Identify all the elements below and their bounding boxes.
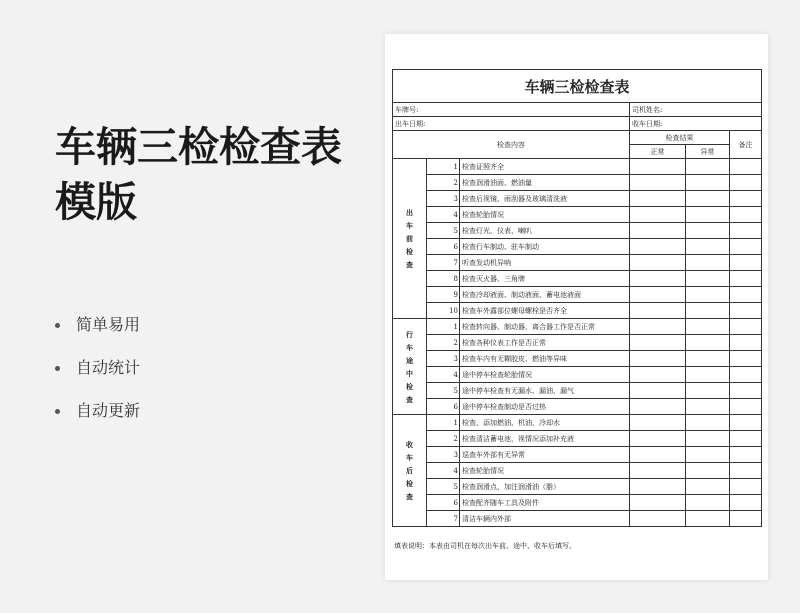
abnormal-cell[interactable] — [686, 159, 730, 175]
remark-cell[interactable] — [730, 319, 762, 335]
abnormal-cell[interactable] — [686, 191, 730, 207]
abnormal-cell[interactable] — [686, 239, 730, 255]
normal-cell[interactable] — [630, 351, 686, 367]
abnormal-cell[interactable] — [686, 255, 730, 271]
table-row — [393, 175, 762, 191]
feature-item — [55, 400, 140, 443]
remark-cell[interactable] — [730, 431, 762, 447]
item-number: 3 — [427, 191, 460, 207]
item-number: 7 — [427, 255, 460, 271]
table-row — [393, 463, 762, 479]
item-number: 4 — [427, 463, 460, 479]
title-line-2: 模版 — [55, 178, 137, 226]
table-row — [393, 223, 762, 239]
inspection-table — [392, 69, 762, 527]
normal-cell[interactable] — [630, 303, 686, 319]
remark-cell[interactable] — [730, 351, 762, 367]
bullet-icon — [55, 409, 60, 414]
item-number: 2 — [427, 335, 460, 351]
item-number: 4 — [427, 367, 460, 383]
table-row — [393, 399, 762, 415]
abnormal-cell[interactable] — [686, 415, 730, 431]
item-number: 5 — [427, 383, 460, 399]
abnormal-cell[interactable] — [686, 495, 730, 511]
item-number: 9 — [427, 287, 460, 303]
remark-cell[interactable] — [730, 495, 762, 511]
remark-cell[interactable] — [730, 367, 762, 383]
item-number: 5 — [427, 223, 460, 239]
check-item: 听查发动机异响 — [460, 255, 630, 271]
abnormal-cell[interactable] — [686, 271, 730, 287]
feature-item — [55, 357, 140, 400]
document-title: 车辆三检检查表 — [393, 70, 762, 103]
remark-cell[interactable] — [730, 479, 762, 495]
table-row — [393, 511, 762, 527]
check-item: 检查灭火器、三角牌 — [460, 271, 630, 287]
fill-instructions: 填表说明：本表由司机在每次出车前、途中、收车后填写。 — [394, 542, 576, 550]
normal-header: 正常 — [630, 145, 686, 159]
driver-name-label: 司机姓名: — [630, 103, 762, 117]
item-number: 10 — [427, 303, 460, 319]
remark-cell[interactable] — [730, 463, 762, 479]
section-label: 出车前检查 — [393, 159, 427, 319]
table-row — [393, 447, 762, 463]
feature-item — [55, 314, 140, 357]
abnormal-cell[interactable] — [686, 383, 730, 399]
remark-cell[interactable] — [730, 399, 762, 415]
normal-cell[interactable] — [630, 159, 686, 175]
remark-cell[interactable] — [730, 255, 762, 271]
check-item: 检查行车制动、驻车制动 — [460, 239, 630, 255]
item-number: 8 — [427, 271, 460, 287]
abnormal-cell[interactable] — [686, 479, 730, 495]
document-preview — [385, 34, 768, 580]
item-number: 2 — [427, 431, 460, 447]
normal-cell[interactable] — [630, 463, 686, 479]
table-row — [393, 255, 762, 271]
remark-cell[interactable] — [730, 191, 762, 207]
remark-cell[interactable] — [730, 303, 762, 319]
check-item: 途中停车检查有无漏水、漏油、漏气 — [460, 383, 630, 399]
check-item: 途中停车检查轮胎情况 — [460, 367, 630, 383]
remark-cell[interactable] — [730, 511, 762, 527]
remark-header: 备注 — [730, 131, 762, 159]
feature-label: 自动更新 — [76, 401, 141, 420]
abnormal-cell[interactable] — [686, 175, 730, 191]
result-header: 检查结果 — [630, 131, 730, 145]
table-row — [393, 351, 762, 367]
check-item: 检查灯光、仪表、喇叭 — [460, 223, 630, 239]
table-row — [393, 479, 762, 495]
abnormal-cell[interactable] — [686, 319, 730, 335]
abnormal-cell[interactable] — [686, 351, 730, 367]
section-label: 行车途中检查 — [393, 319, 427, 415]
check-item: 检查清洁蓄电池，视情况添加补充液 — [460, 431, 630, 447]
abnormal-cell[interactable] — [686, 447, 730, 463]
table-row — [393, 495, 762, 511]
item-number: 3 — [427, 351, 460, 367]
check-item: 检查配齐随车工具及附件 — [460, 495, 630, 511]
check-item: 检查各种仪表工作是否正常 — [460, 335, 630, 351]
normal-cell[interactable] — [630, 383, 686, 399]
item-number: 1 — [427, 319, 460, 335]
check-item: 检查车外露部位螺母螺栓是否齐全 — [460, 303, 630, 319]
feature-label: 简单易用 — [76, 315, 141, 334]
remark-cell[interactable] — [730, 175, 762, 191]
check-item: 检查证照齐全 — [460, 159, 630, 175]
normal-cell[interactable] — [630, 335, 686, 351]
normal-cell[interactable] — [630, 367, 686, 383]
normal-cell[interactable] — [630, 287, 686, 303]
remark-cell[interactable] — [730, 335, 762, 351]
remark-cell[interactable] — [730, 287, 762, 303]
check-item: 检查转向器、制动器、离合器工作是否正常 — [460, 319, 630, 335]
abnormal-header: 异常 — [686, 145, 730, 159]
remark-cell[interactable] — [730, 447, 762, 463]
normal-cell[interactable] — [630, 511, 686, 527]
item-number: 1 — [427, 159, 460, 175]
normal-cell[interactable] — [630, 479, 686, 495]
normal-cell[interactable] — [630, 399, 686, 415]
bullet-icon — [55, 323, 60, 328]
normal-cell[interactable] — [630, 415, 686, 431]
remark-cell[interactable] — [730, 223, 762, 239]
remark-cell[interactable] — [730, 207, 762, 223]
abnormal-cell[interactable] — [686, 207, 730, 223]
abnormal-cell[interactable] — [686, 511, 730, 527]
item-number: 3 — [427, 447, 460, 463]
normal-cell[interactable] — [630, 191, 686, 207]
table-row — [393, 383, 762, 399]
section-label: 收车后检查 — [393, 415, 427, 527]
check-item: 检查后视镜、雨刮器及玻璃清洗液 — [460, 191, 630, 207]
table-row — [393, 367, 762, 383]
depart-date-label: 出车日期: — [393, 117, 630, 131]
abnormal-cell[interactable] — [686, 399, 730, 415]
check-item: 检查润滑点，加注润滑油（脂） — [460, 479, 630, 495]
remark-cell[interactable] — [730, 239, 762, 255]
check-item: 检查、添加燃油、机油、冷却水 — [460, 415, 630, 431]
item-number: 7 — [427, 511, 460, 527]
item-number: 6 — [427, 495, 460, 511]
remark-cell[interactable] — [730, 415, 762, 431]
feature-label: 自动统计 — [76, 358, 141, 377]
check-item: 检查润滑油面、燃油量 — [460, 175, 630, 191]
return-date-label: 收车日期: — [630, 117, 762, 131]
abnormal-cell[interactable] — [686, 367, 730, 383]
table-row — [393, 159, 762, 175]
table-row — [393, 287, 762, 303]
remark-cell[interactable] — [730, 383, 762, 399]
table-row — [393, 239, 762, 255]
check-item: 清洁车辆内外部 — [460, 511, 630, 527]
normal-cell[interactable] — [630, 447, 686, 463]
item-number: 1 — [427, 415, 460, 431]
table-row — [393, 191, 762, 207]
abnormal-cell[interactable] — [686, 463, 730, 479]
table-row — [393, 271, 762, 287]
check-item: 检查轮胎情况 — [460, 463, 630, 479]
title-line-1: 车辆三检检查表 — [55, 123, 342, 171]
normal-cell[interactable] — [630, 431, 686, 447]
remark-cell[interactable] — [730, 271, 762, 287]
content-header: 检查内容 — [393, 131, 630, 159]
table-row — [393, 303, 762, 319]
item-number: 5 — [427, 479, 460, 495]
abnormal-cell[interactable] — [686, 431, 730, 447]
normal-cell[interactable] — [630, 207, 686, 223]
plate-number-label: 车牌号: — [393, 103, 630, 117]
page-title — [55, 120, 375, 230]
check-item: 巡查车外部有无异常 — [460, 447, 630, 463]
normal-cell[interactable] — [630, 271, 686, 287]
item-number: 2 — [427, 175, 460, 191]
bullet-icon — [55, 366, 60, 371]
abnormal-cell[interactable] — [686, 303, 730, 319]
check-item: 检查冷却液面、制动液面、蓄电池液面 — [460, 287, 630, 303]
table-row — [393, 431, 762, 447]
table-row — [393, 207, 762, 223]
abnormal-cell[interactable] — [686, 335, 730, 351]
check-item: 检查车内有无糊胶皮、燃油等异味 — [460, 351, 630, 367]
item-number: 4 — [427, 207, 460, 223]
table-row — [393, 335, 762, 351]
item-number: 6 — [427, 399, 460, 415]
abnormal-cell[interactable] — [686, 287, 730, 303]
normal-cell[interactable] — [630, 495, 686, 511]
abnormal-cell[interactable] — [686, 223, 730, 239]
feature-list — [55, 314, 140, 443]
normal-cell[interactable] — [630, 239, 686, 255]
check-item: 检查轮胎情况 — [460, 207, 630, 223]
normal-cell[interactable] — [630, 175, 686, 191]
normal-cell[interactable] — [630, 255, 686, 271]
normal-cell[interactable] — [630, 319, 686, 335]
table-row — [393, 319, 762, 335]
normal-cell[interactable] — [630, 223, 686, 239]
table-row — [393, 415, 762, 431]
remark-cell[interactable] — [730, 159, 762, 175]
check-item: 途中停车检查制动是否过热 — [460, 399, 630, 415]
item-number: 6 — [427, 239, 460, 255]
